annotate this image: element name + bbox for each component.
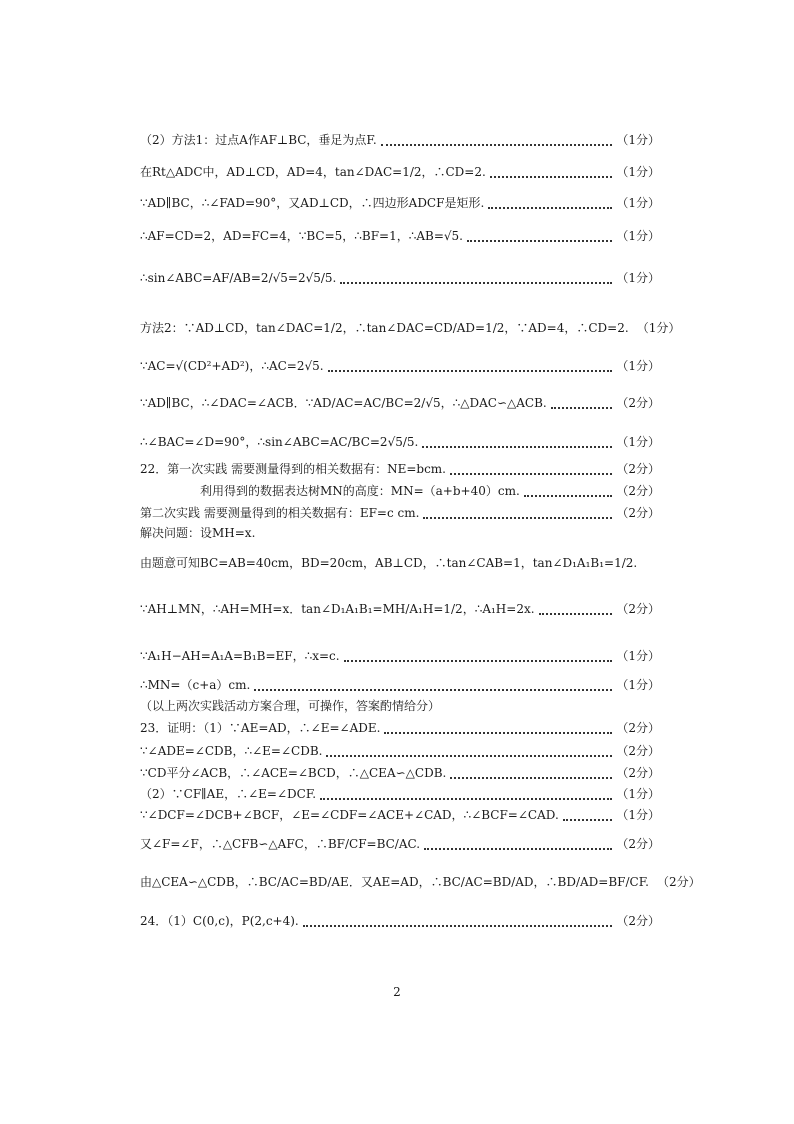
solution-line (140, 838, 660, 850)
line-text: 第二次实践 需要测量得到的相关数据有：EF=c cm. (140, 506, 420, 520)
score-mark: （2分） (616, 744, 660, 758)
score-mark: （2分） (616, 837, 660, 851)
page-number: 2 (393, 985, 401, 999)
leader-dots (423, 516, 612, 519)
score-mark: （1分） (616, 808, 660, 822)
line-text: ∵∠ADE=∠CDB，∴∠E=∠CDB. (140, 744, 323, 758)
score-mark: （1分） (616, 435, 660, 449)
score-mark: （1分） (616, 229, 660, 243)
line-text: ∴sin∠ABC=AF/AB=2/√5=2√5/5. (140, 271, 337, 285)
score-mark: （2分） (616, 914, 660, 928)
line-text: （2）方法1：过点A作AF⊥BC，垂足为点F. (140, 133, 377, 147)
solution-line (140, 166, 660, 178)
solution-line (140, 788, 660, 800)
solution-line (140, 557, 660, 569)
line-text: 23．证明：（1）∵AE=AD，∴∠E=∠ADE. (140, 721, 381, 735)
score-mark: （2分） (616, 602, 660, 616)
line-text: 方法2：∵AD⊥CD，tan∠DAC=1/2，∴tan∠DAC=CD/AD=1/2，∵AD=4，∴CD=2. (140, 321, 629, 335)
solution-line (140, 809, 660, 821)
score-mark: （1分） (636, 321, 681, 335)
leader-dots (381, 143, 613, 146)
line-text: （以上两次实践活动方案合理，可操作，答案酌情给分） (140, 699, 441, 713)
leader-dots (524, 494, 613, 497)
solution-line (140, 134, 660, 146)
score-mark: （2分） (657, 875, 701, 889)
score-mark: （1分） (616, 787, 660, 801)
solution-line (140, 745, 660, 757)
leader-dots (384, 731, 612, 734)
line-text: 利用得到的数据表达树MN的高度：MN=（a+b+40）cm. (200, 484, 520, 498)
leader-dots (422, 445, 612, 448)
line-text: ∵AC=√(CD²+AD²)，∴AC=2√5. (140, 359, 324, 373)
solution-line (140, 679, 660, 691)
solution-line (140, 700, 660, 712)
leader-dots (326, 754, 612, 757)
solution-line (140, 197, 660, 209)
solution-line (140, 915, 660, 927)
score-mark: （1分） (616, 133, 660, 147)
score-mark: （1分） (616, 649, 660, 663)
leader-dots (424, 847, 612, 850)
leader-dots (490, 175, 613, 178)
solution-line (140, 603, 660, 615)
score-mark: （1分） (616, 678, 660, 692)
solution-line (140, 527, 660, 539)
score-mark: （1分） (616, 271, 660, 285)
line-text: ∵AH⊥MN，∴AH=MH=x．tan∠D₁A₁B₁=MH/A₁H=1/2，∴A₁H=2x. (140, 602, 535, 616)
line-text: 24．（1）C(0,c)，P(2,c+4). (140, 914, 299, 928)
score-mark: （1分） (616, 359, 660, 373)
score-mark: （2分） (616, 462, 660, 476)
leader-dots (254, 688, 612, 691)
solution-line (140, 360, 660, 372)
solution-line (140, 463, 660, 475)
solution-line (140, 397, 660, 409)
leader-dots (467, 239, 612, 242)
solution-line (140, 272, 660, 284)
leader-dots (328, 369, 613, 372)
solution-line (140, 650, 660, 662)
line-text: 由题意可知BC=AB=40cm，BD=20cm，AB⊥CD，∴tan∠CAB=1，tan∠D₁A₁B₁=1/2. (140, 556, 638, 570)
score-mark: （2分） (616, 484, 660, 498)
score-mark: （1分） (616, 165, 660, 179)
solution-line (140, 767, 660, 779)
solution-line (140, 875, 701, 889)
line-text: ∵AD∥BC，∴∠FAD=90°，又AD⊥CD，∴四边形ADCF是矩形. (140, 196, 485, 210)
line-text: 由△CEA∽△CDB，∴BC/AC=BD/AE．又AE=AD，∴BC/AC=BD/AD，∴BD/AD=BF/CF. (140, 875, 649, 889)
solution-line (140, 507, 660, 519)
leader-dots (551, 406, 613, 409)
solution-line (140, 321, 681, 335)
leader-dots (340, 281, 612, 284)
score-mark: （1分） (616, 196, 660, 210)
leader-dots (450, 472, 612, 475)
line-text: 在Rt△ADC中，AD⊥CD，AD=4，tan∠DAC=1/2，∴CD=2. (140, 165, 486, 179)
line-text: 22．第一次实践 需要测量得到的相关数据有：NE=bcm. (140, 462, 446, 476)
leader-dots (303, 924, 613, 927)
line-text: ∵AD∥BC，∴∠DAC=∠ACB．∵AD/AC=AC/BC=2/√5，∴△DAC∽△ACB. (140, 396, 547, 410)
leader-dots (539, 612, 613, 615)
line-text: ∴AF=CD=2，AD=FC=4，∵BC=5，∴BF=1，∴AB=√5. (140, 229, 463, 243)
line-text: 又∠F=∠F，∴△CFB∽△AFC，∴BF/CF=BC/AC. (140, 837, 421, 851)
line-text: 解决问题：设MH=x. (140, 526, 256, 540)
line-text: （2）∵CF∥AE，∴∠E=∠DCF. (140, 787, 317, 801)
line-text: ∴∠BAC=∠D=90°，∴sin∠ABC=AC/BC=2√5/5. (140, 435, 419, 449)
leader-dots (450, 776, 612, 779)
solution-line (140, 436, 660, 448)
line-text: ∵A₁H−AH=A₁A=B₁B=EF，∴x=c. (140, 649, 340, 663)
solution-line (200, 485, 660, 497)
score-mark: （2分） (616, 721, 660, 735)
score-mark: （2分） (616, 506, 660, 520)
score-mark: （2分） (616, 766, 660, 780)
line-text: ∴MN=（c+a）cm. (140, 678, 251, 692)
line-text: ∵CD平分∠ACB，∴∠ACE=∠BCD，∴△CEA∽△CDB. (140, 766, 447, 780)
leader-dots (563, 818, 613, 821)
leader-dots (344, 659, 613, 662)
score-mark: （2分） (616, 396, 660, 410)
solution-line (140, 230, 660, 242)
solution-line (140, 722, 660, 734)
line-text: ∵∠DCF=∠DCB+∠BCF，∠E=∠CDF=∠ACE+∠CAD，∴∠BCF=∠CAD. (140, 808, 559, 822)
leader-dots (320, 797, 612, 800)
leader-dots (488, 206, 612, 209)
